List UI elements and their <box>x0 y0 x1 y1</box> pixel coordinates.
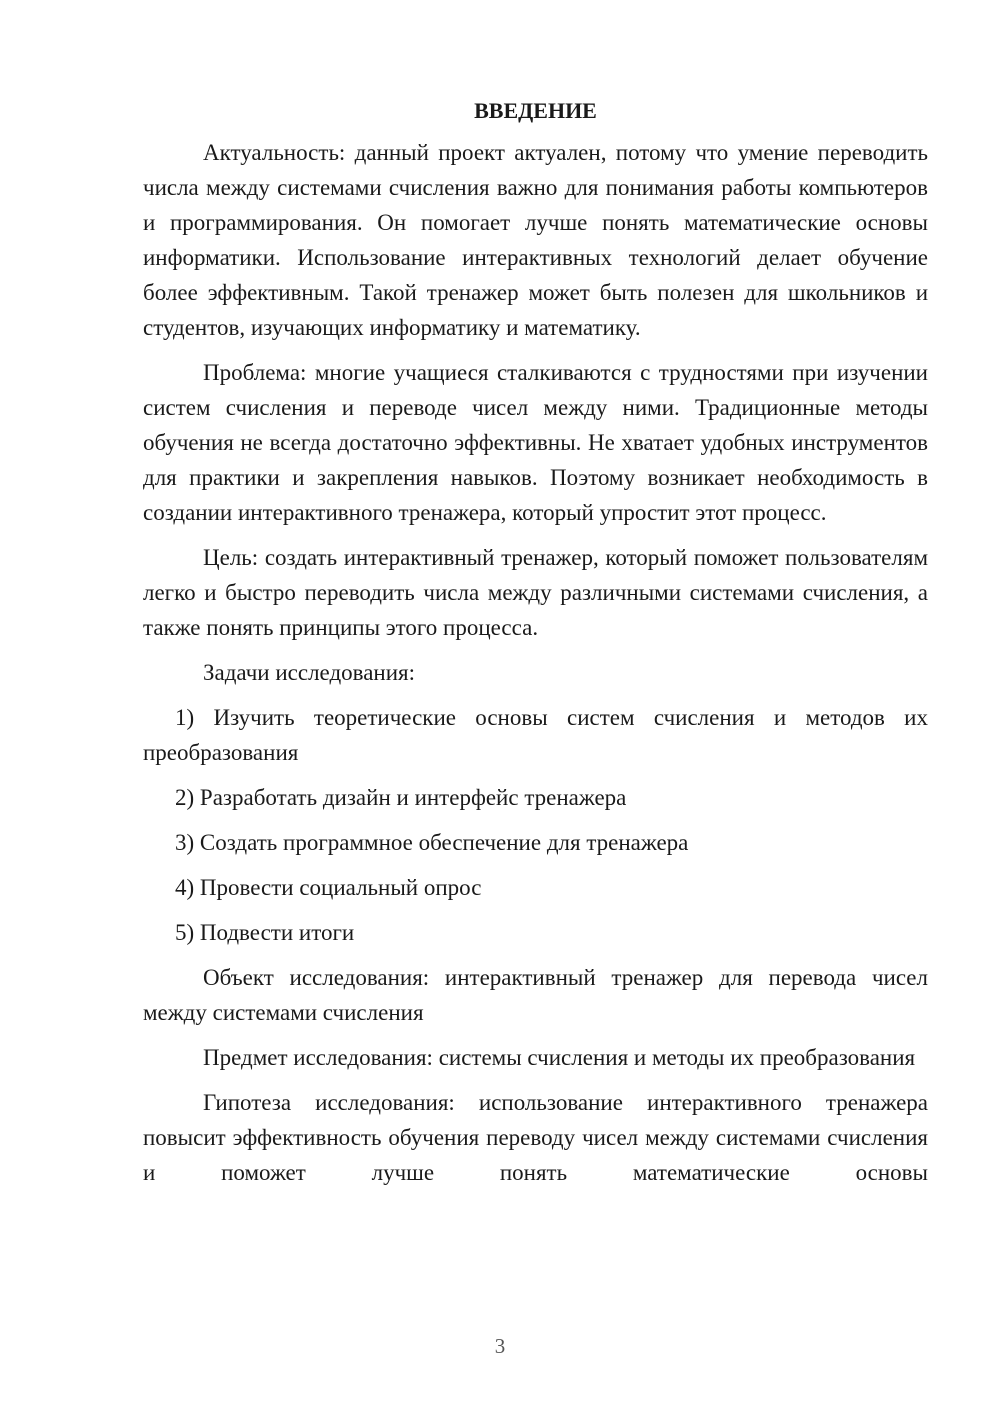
paragraph-object: Объект исследования: интерактивный тренажер для перевода чисел между системами счисления <box>143 965 928 1025</box>
task-item-3: 3) Создать программное обеспечение для тренажера <box>175 830 689 855</box>
page-content <box>143 96 928 1190</box>
paragraph-goal: Цель: создать интерактивный тренажер, который поможет пользователям легко и быстро переводить числа между различными системами счисления, а также понять принципы этого процесса. <box>143 545 928 640</box>
task-item-4: 4) Провести социальный опрос <box>175 875 482 900</box>
section-title: ВВЕДЕНИЕ <box>474 98 597 123</box>
task-item-5: 5) Подвести итоги <box>175 920 355 945</box>
paragraph-problem: Проблема: многие учащиеся сталкиваются с трудностями при изучении систем счисления и переводе чисел между ними. Традиционные методы обучения не всегда достаточно эффективны. Не хватает удобных инструментов для практики и закрепления навыков. Поэтому возникает необходимость в создании интерактивного тренажера, который упростит этот процесс. <box>143 360 928 525</box>
task-item-1: 1) Изучить теоретические основы систем счисления и методов их преобразования <box>143 705 928 765</box>
paragraph-hypothesis: Гипотеза исследования: использование интерактивного тренажера повысит эффективность обучения переводу чисел между системами счисления и поможет лучше понять математические основы <box>143 1090 928 1185</box>
paragraph-relevance: Актуальность: данный проект актуален, потому что умение переводить числа между системами счисления важно для понимания работы компьютеров и программирования. Он помогает лучше понять математические основы информатики. Использование интерактивных технологий делает обучение более эффективным. Такой тренажер может быть полезен для школьников и студентов, изучающих информатику и математику. <box>143 140 928 340</box>
paragraph-subject: Предмет исследования: системы счисления и методы их преобразования <box>203 1045 916 1070</box>
task-item-2: 2) Разработать дизайн и интерфейс тренажера <box>175 785 627 810</box>
page-number: 3 <box>494 1334 506 1358</box>
tasks-heading: Задачи исследования: <box>203 660 416 685</box>
